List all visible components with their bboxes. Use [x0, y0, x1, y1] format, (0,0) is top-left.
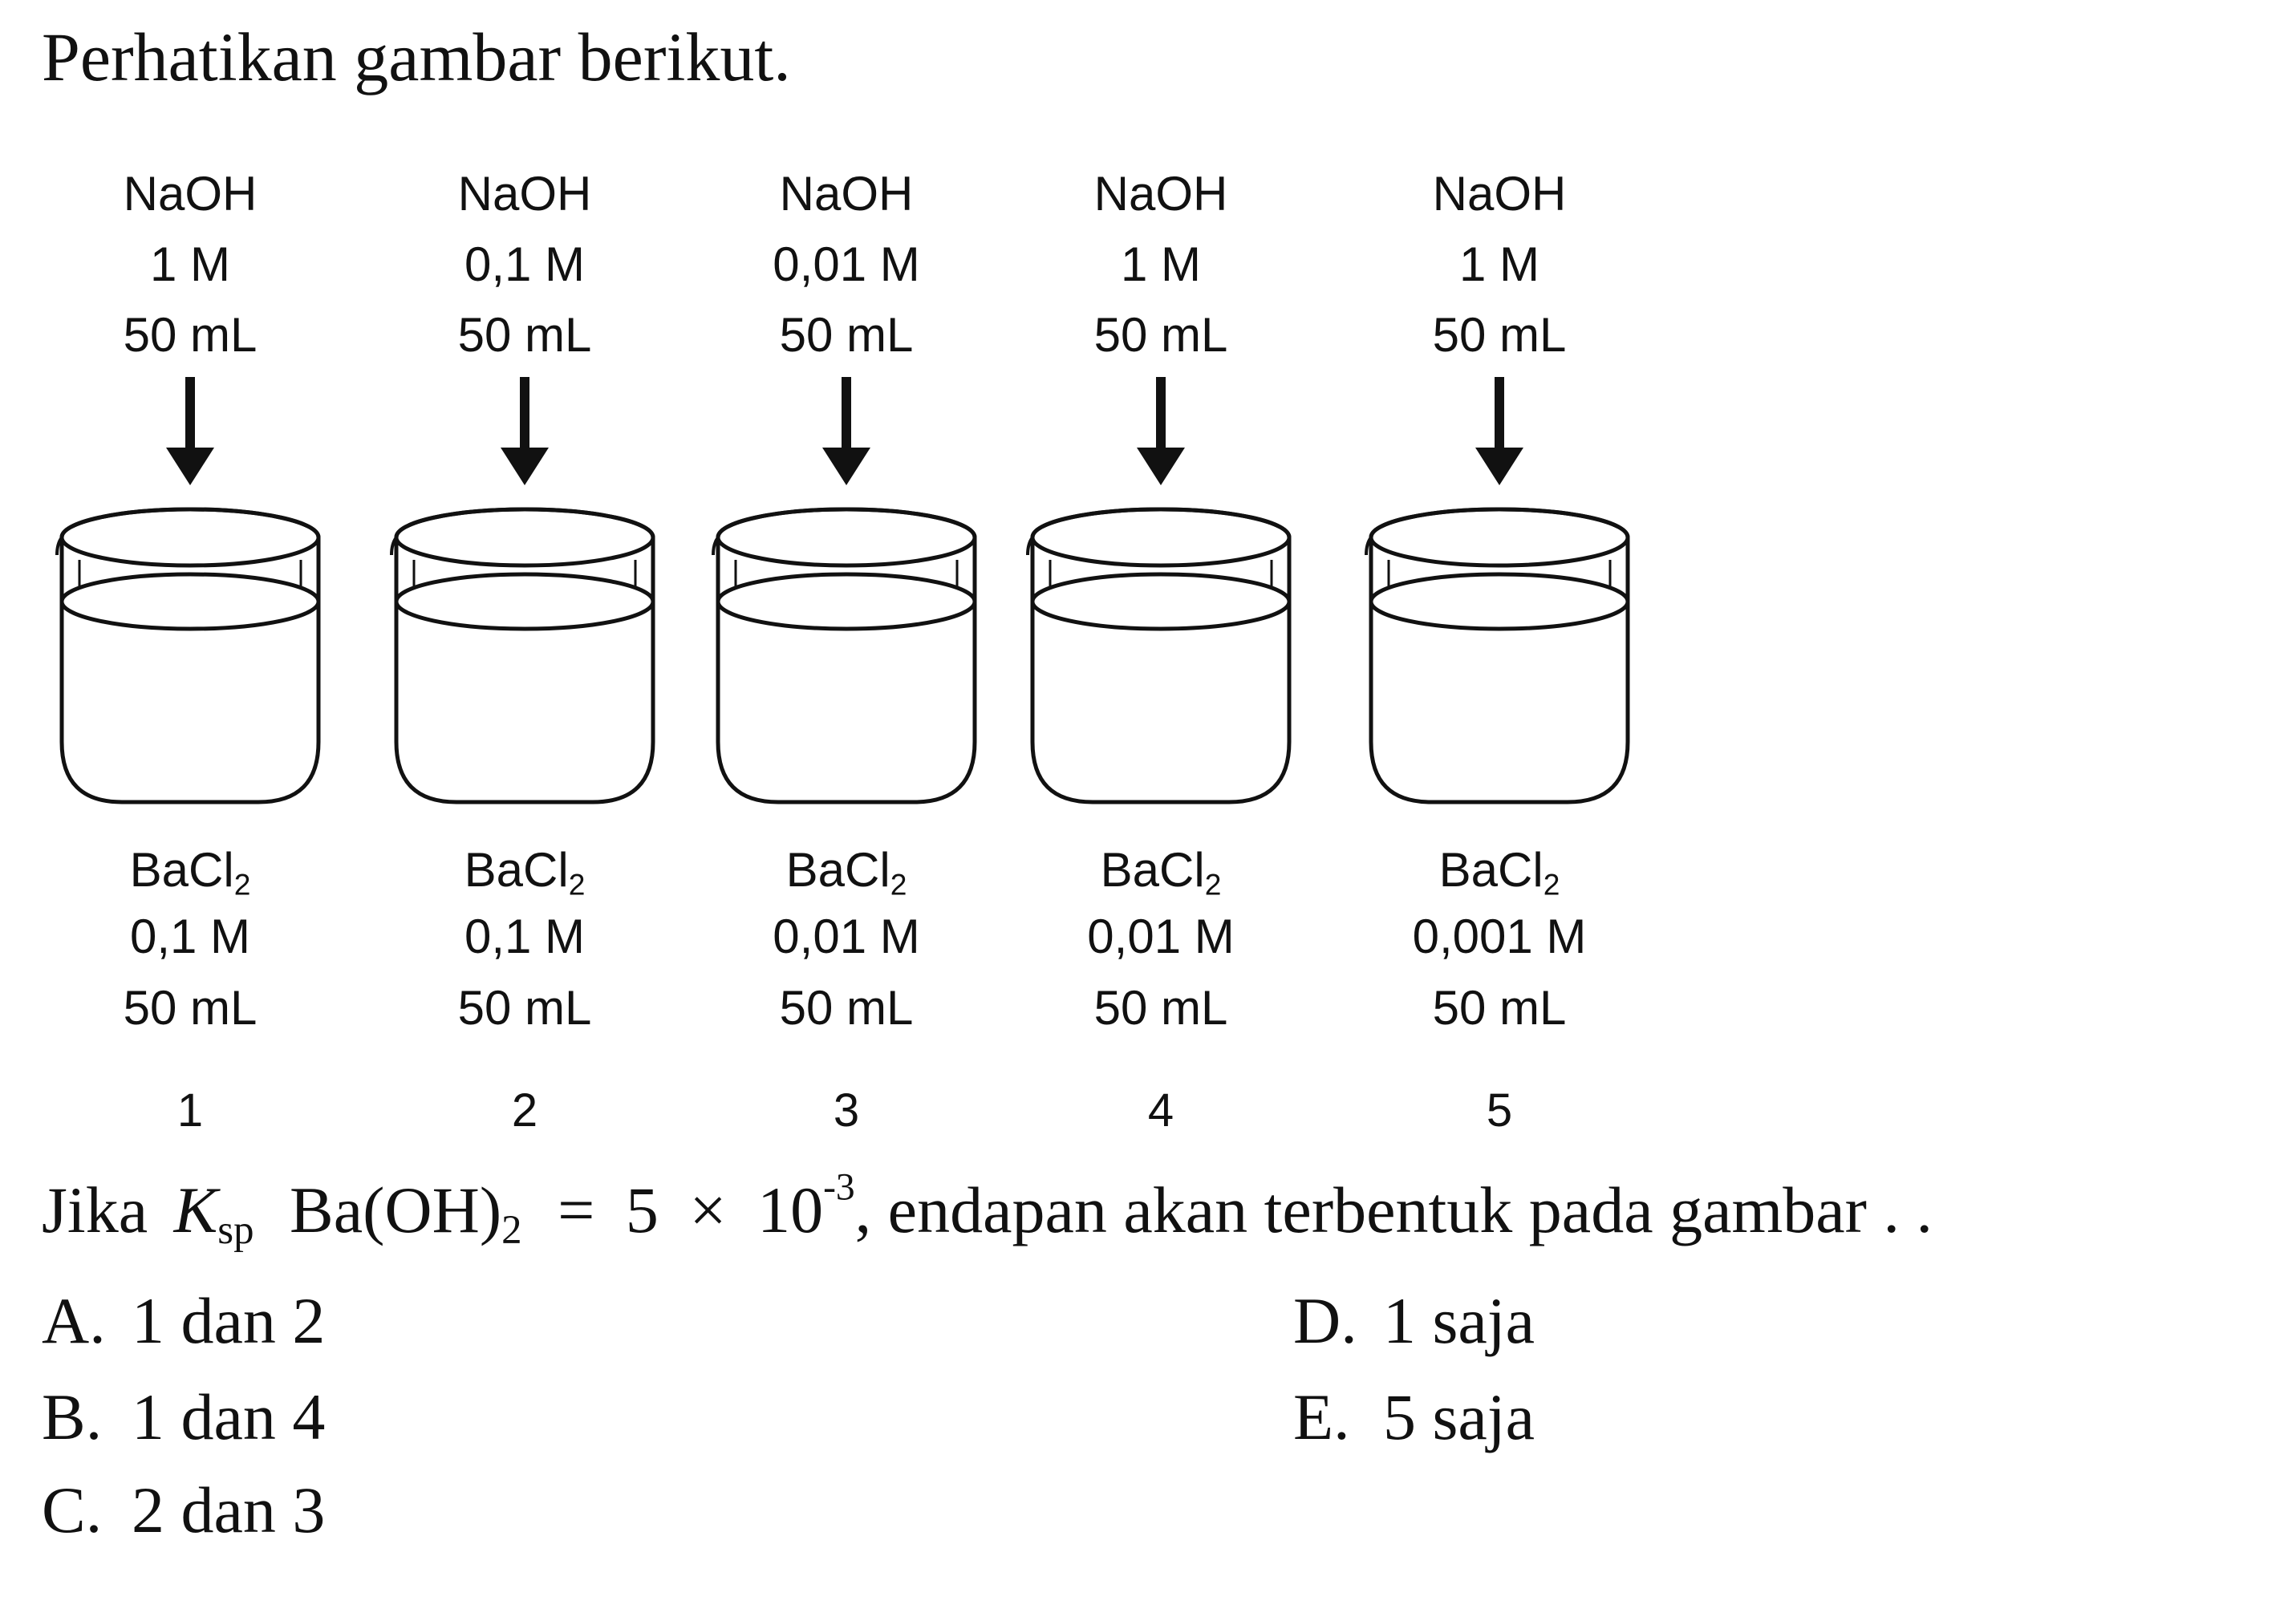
beaker-icon	[662, 497, 1031, 818]
setup-number: 1	[176, 1084, 204, 1137]
top-reagent-concentration: 1 M	[1458, 237, 1540, 291]
bottom-reagent-concentration: 0,01 M	[773, 910, 920, 963]
answer-option-d[interactable]	[1293, 1284, 1535, 1357]
top-reagent-volume: 50 mL	[1432, 308, 1567, 362]
top-reagent-volume: 50 mL	[457, 308, 592, 362]
answer-option-c[interactable]	[42, 1473, 326, 1546]
equals-sign: =	[558, 1173, 595, 1246]
bottom-reagent-volume: 50 mL	[1093, 981, 1228, 1035]
answer-letter: E.	[1293, 1380, 1350, 1453]
top-reagent-concentration: 0,01 M	[773, 237, 920, 291]
beaker-icon	[976, 497, 1345, 818]
bottom-reagent-formula-subscript: 2	[890, 867, 907, 902]
power-base: 10	[757, 1173, 824, 1246]
setup-number: 5	[1486, 1084, 1513, 1137]
bottom-reagent-volume: 50 mL	[457, 981, 592, 1035]
bottom-reagent-volume: 50 mL	[779, 981, 914, 1035]
bottom-reagent-concentration: 0,1 M	[129, 910, 251, 963]
down-arrow-icon	[6, 369, 375, 489]
setup-number: 4	[1147, 1084, 1174, 1137]
experiment-setup-5	[1315, 0, 1684, 1155]
compound-main: Ba(OH)	[290, 1173, 502, 1246]
bottom-reagent-volume: 50 mL	[1432, 981, 1567, 1035]
bottom-reagent-formula-main: BaCl	[1438, 843, 1544, 897]
beaker-icon	[1315, 497, 1684, 818]
bottom-reagent-formula-subscript: 2	[1204, 867, 1222, 902]
top-reagent-formula: NaOH	[1432, 167, 1567, 221]
answer-text: 1 dan 2	[132, 1284, 326, 1357]
top-reagent-volume: 50 mL	[123, 308, 258, 362]
bottom-reagent-formula-main: BaCl	[785, 843, 890, 897]
question-suffix: , endapan akan terbentuk pada gambar . .	[854, 1173, 1933, 1246]
down-arrow-icon	[976, 369, 1345, 489]
bottom-reagent-formula	[1315, 843, 1684, 902]
down-arrow-icon	[662, 369, 1031, 489]
bottom-reagent-formula-main: BaCl	[1100, 843, 1205, 897]
coefficient: 5	[625, 1173, 659, 1246]
question-prefix: Jika	[42, 1173, 148, 1246]
bottom-reagent-formula	[662, 843, 1031, 902]
down-arrow-icon	[340, 369, 709, 489]
setup-number: 3	[833, 1084, 860, 1137]
power-exponent: -3	[823, 1166, 855, 1209]
answer-letter: A.	[42, 1284, 106, 1357]
bottom-reagent-concentration: 0,01 M	[1087, 910, 1235, 963]
question-text	[42, 1166, 2272, 1253]
bottom-reagent-formula-main: BaCl	[129, 843, 234, 897]
answer-letter: C.	[42, 1473, 103, 1546]
experiment-setup-1	[6, 0, 375, 1155]
bottom-reagent-concentration: 0,001 M	[1412, 910, 1587, 963]
bottom-reagent-formula	[976, 843, 1345, 902]
answer-letter: D.	[1293, 1284, 1357, 1357]
top-reagent-formula: NaOH	[779, 167, 914, 221]
bottom-reagent-formula-main: BaCl	[464, 843, 569, 897]
experiment-setup-3	[662, 0, 1031, 1155]
answer-text: 1 dan 4	[132, 1380, 326, 1453]
experiment-setup-4	[976, 0, 1345, 1155]
top-reagent-concentration: 1 M	[1120, 237, 1202, 291]
bottom-reagent-formula-subscript: 2	[568, 867, 586, 902]
bottom-reagent-formula-subscript: 2	[1543, 867, 1560, 902]
bottom-reagent-formula	[340, 843, 709, 902]
answer-text: 2 dan 3	[132, 1473, 326, 1546]
setup-number: 2	[511, 1084, 538, 1137]
down-arrow-icon	[1315, 369, 1684, 489]
bottom-reagent-formula-subscript: 2	[233, 867, 251, 902]
top-reagent-concentration: 1 M	[149, 237, 231, 291]
top-reagent-formula: NaOH	[457, 167, 592, 221]
answer-text: 1 saja	[1383, 1284, 1535, 1357]
beaker-icon	[340, 497, 709, 818]
bottom-reagent-volume: 50 mL	[123, 981, 258, 1035]
top-reagent-concentration: 0,1 M	[464, 237, 586, 291]
beaker-icon	[6, 497, 375, 818]
multiply-sign: ×	[689, 1173, 727, 1246]
ksp-subscript: sp	[217, 1207, 254, 1253]
answer-option-b[interactable]	[42, 1380, 326, 1453]
top-reagent-volume: 50 mL	[779, 308, 914, 362]
answer-text: 5 saja	[1383, 1380, 1535, 1453]
intro-text: Perhatikan gambar berikut.	[42, 18, 791, 95]
top-reagent-volume: 50 mL	[1093, 308, 1228, 362]
bottom-reagent-concentration: 0,1 M	[464, 910, 586, 963]
top-reagent-formula: NaOH	[123, 167, 258, 221]
ksp-symbol: K	[173, 1173, 218, 1246]
bottom-reagent-formula	[6, 843, 375, 902]
answer-letter: B.	[42, 1380, 103, 1453]
experiment-setup-2	[340, 0, 709, 1155]
answer-option-a[interactable]	[42, 1284, 326, 1357]
top-reagent-formula: NaOH	[1093, 167, 1228, 221]
answer-option-e[interactable]	[1293, 1380, 1535, 1453]
compound-subscript: 2	[501, 1207, 522, 1253]
